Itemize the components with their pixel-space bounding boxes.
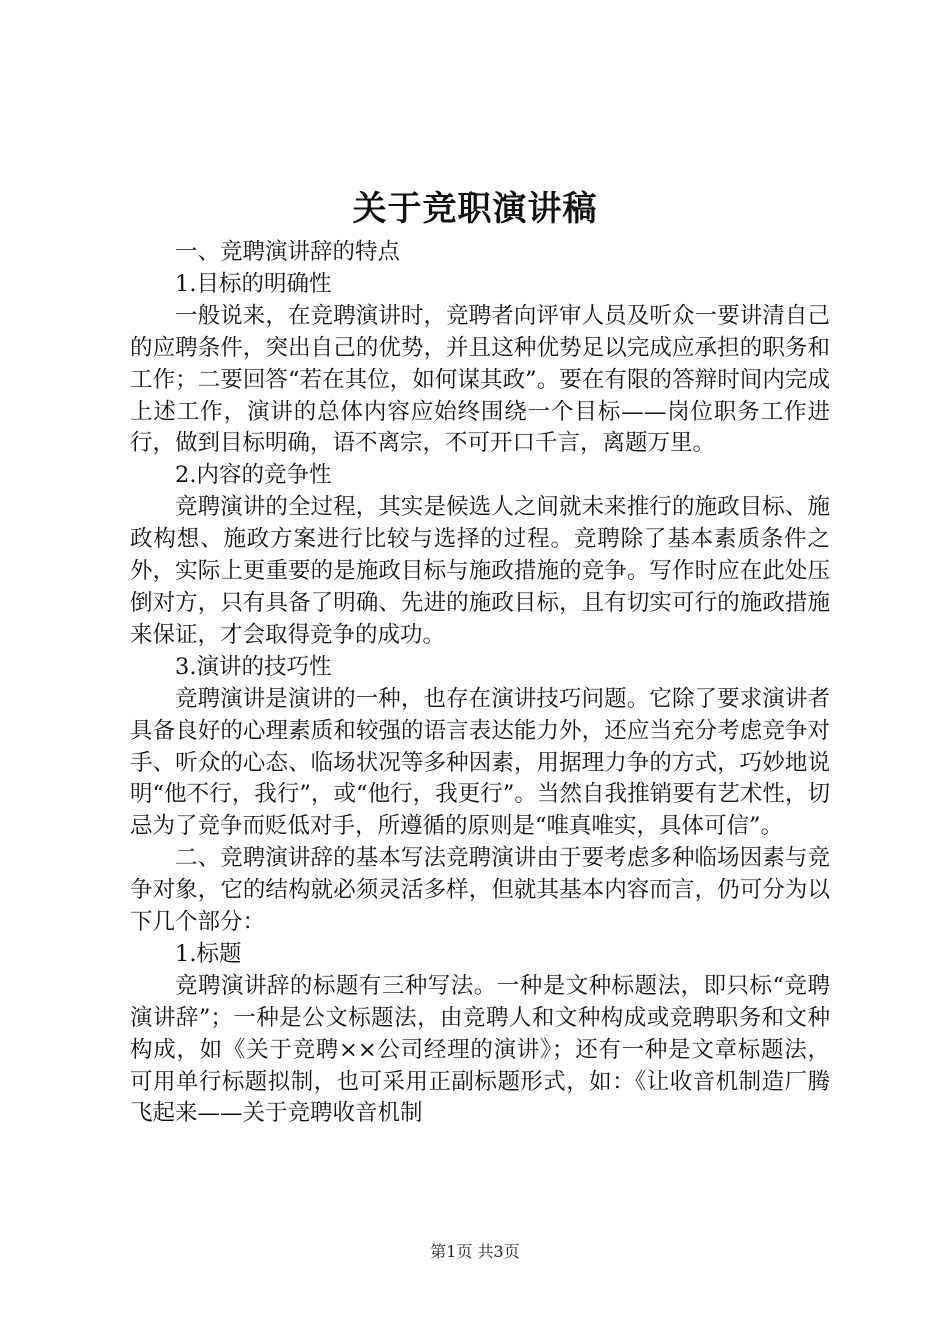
document-body <box>130 237 830 1130</box>
paragraph-goal-clarity: 一般说来，在竞聘演讲时，竞聘者向评审人员及听众一要讲清自己的应聘条件，突出自己的优势，并且这种优势足以完成应承担的职务和工作；二要回答“若在其位，如何谋其政”。要在有限的答辩时间内完成上述工作，演讲的总体内容应始终围绕一个目标——岗位职务工作进行，做到目标明确，语不离宗，不可开口千言，离题万里。 <box>130 302 830 457</box>
subheading-goal-clarity: 1.目标的明确性 <box>175 270 332 297</box>
paragraph-content-competitiveness: 竞聘演讲的全过程，其实是候选人之间就未来推行的施政目标、施政构想、施政方案进行比较与选择的过程。竞聘除了基本素质条件之外，实际上更重要的是施政目标与施政措施的竞争。写作时应在此处压倒对方，只有具备了明确、先进的施政目标，且有切实可行的施政措施来保证，才会取得竞争的成功。 <box>130 494 830 648</box>
subheading-title: 1.标题 <box>175 940 242 967</box>
paragraph-basic-writing: 二、竞聘演讲辞的基本写法竞聘演讲由于要考虑多种临场因素与竞争对象，它的结构就必须灵活多样，但就其基本内容而言，仍可分为以下几个部分： <box>130 845 830 936</box>
subheading-speech-skills: 3.演讲的技巧性 <box>175 653 332 680</box>
paragraph-speech-skills: 竞聘演讲是演讲的一种，也存在演讲技巧问题。它除了要求演讲者具备良好的心理素质和较强的语言表达能力外，还应当充分考虑竞争对手、听众的心态、临场状况等多种因素，用据理力争的方式，巧妙地说明“他不行，我行”，或“他行，我更行”。当然自我推销要有艺术性，切忌为了竞争而贬低对手，所遵循的原则是“唯真唯实，具体可信”。 <box>130 685 830 840</box>
paragraph-title-methods: 竞聘演讲辞的标题有三种写法。一种是文种标题法，即只标“竞聘演讲辞”；一种是公文标题法，由竞聘人和文种构成或竞聘职务和文种构成，如《关于竞聘××公司经理的演讲》；还有一种是文章标题法，可用单行标题拟制，也可采用正副标题形式，如：《让收音机制造厂腾飞起来——关于竞聘收音机制 <box>130 972 830 1127</box>
document-title: 关于竞职演讲稿 <box>352 189 598 229</box>
subheading-content-competitiveness: 2.内容的竞争性 <box>175 462 332 489</box>
page-footer: 第1页 共3页 <box>430 1242 520 1261</box>
section-heading-characteristics: 一、竞聘演讲辞的特点 <box>175 239 401 265</box>
